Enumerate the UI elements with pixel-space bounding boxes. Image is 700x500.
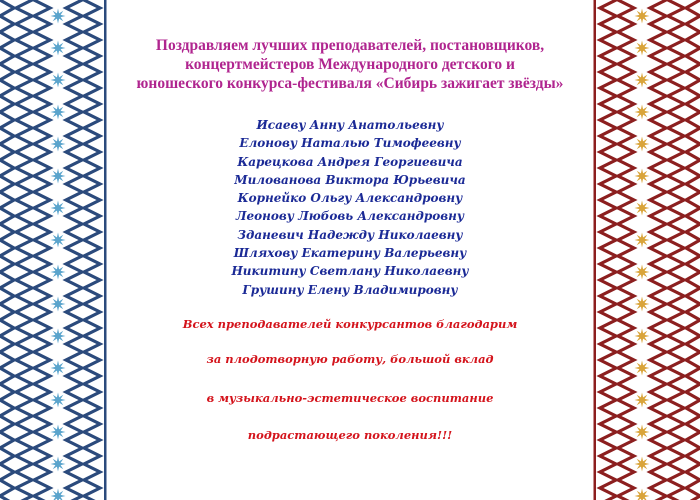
teacher-name: Исаеву Анну Анатольевну [256, 118, 444, 132]
ornament-star [51, 105, 66, 120]
teacher-list [118, 116, 582, 299]
ornament-line [594, 0, 597, 500]
teacher-name: Грушину Елену Владимировну [242, 282, 458, 297]
heading-line: Поздравляем лучших преподавателей, постановщиков, [155, 37, 545, 54]
ornament-star [51, 329, 66, 344]
ornament-star [635, 425, 650, 440]
ornament-line [104, 0, 107, 500]
ornament-zigzag [618, 0, 634, 500]
ornament-zigzag [686, 0, 700, 500]
ornament-star [635, 41, 650, 56]
ornament-star [51, 489, 66, 500]
ornament-star [51, 201, 66, 216]
ornament-zigzag [650, 0, 666, 500]
ornament-zigzag [84, 0, 100, 500]
teacher-name: Карецкова Андрея Георгиевича [237, 154, 463, 169]
ornament-star [635, 105, 650, 120]
ornament-star [51, 265, 66, 280]
teacher-name: Никитину Светлану Николаевну [231, 264, 469, 279]
ornament-star [51, 41, 66, 56]
ornament-star [635, 201, 650, 216]
thanks-line: за плодотворную работу, большой вклад [206, 352, 494, 366]
teacher-name: Корнейко Ольгу Александровну [237, 191, 463, 206]
ornament-star [51, 9, 66, 24]
ornament-star [635, 361, 650, 376]
thanks-line: подрастающего поколения!!! [247, 428, 453, 442]
heading-line: юношеского конкурса-фестиваля «Сибирь зажигает звёзды» [136, 75, 564, 92]
thanks-line: в музыкально-эстетическое воспитание [206, 391, 494, 405]
teacher-name: Шляхову Екатерину Валерьевну [233, 246, 467, 261]
ornament-zigzag [668, 0, 684, 500]
greeting-heading [118, 36, 582, 93]
ornament-zigzag [66, 0, 82, 500]
ornament-star [635, 457, 650, 472]
heading-line: концертмейстеров Международного детского и [185, 56, 515, 73]
ornament-star [51, 425, 66, 440]
ornament-star [51, 361, 66, 376]
right-ornament-border [582, 0, 700, 500]
thanks-line: Всех преподавателей конкурсантов благодарим [182, 317, 518, 331]
ornament-zigzag [16, 0, 32, 500]
ornament-star [635, 233, 650, 248]
ornament-star [51, 233, 66, 248]
teacher-name: Леонову Любовь Александровну [235, 209, 465, 224]
ornament-zigzag [600, 0, 616, 500]
ornament-zigzag [34, 0, 50, 500]
teacher-name: Елонову Наталью Тимофеевну [239, 136, 461, 151]
ornament-star [51, 137, 66, 152]
ornament-star [51, 169, 66, 184]
ornament-star [635, 297, 650, 312]
ornament-star [635, 137, 650, 152]
ornament-star [51, 73, 66, 88]
teacher-name: Милованова Виктора Юрьевича [234, 172, 466, 187]
teacher-name: Зданевич Надежду Николаевну [237, 227, 463, 242]
ornament-star [51, 393, 66, 408]
ornament-star [635, 73, 650, 88]
ornament-star [635, 329, 650, 344]
left-ornament-border [0, 0, 118, 500]
ornament-star [635, 393, 650, 408]
greeting-card [118, 0, 582, 500]
ornament-zigzag [0, 0, 14, 500]
ornament-star [635, 9, 650, 24]
ornament-star [635, 265, 650, 280]
ornament-star [635, 489, 650, 500]
ornament-star [635, 169, 650, 184]
ornament-star [51, 457, 66, 472]
ornament-star [51, 297, 66, 312]
